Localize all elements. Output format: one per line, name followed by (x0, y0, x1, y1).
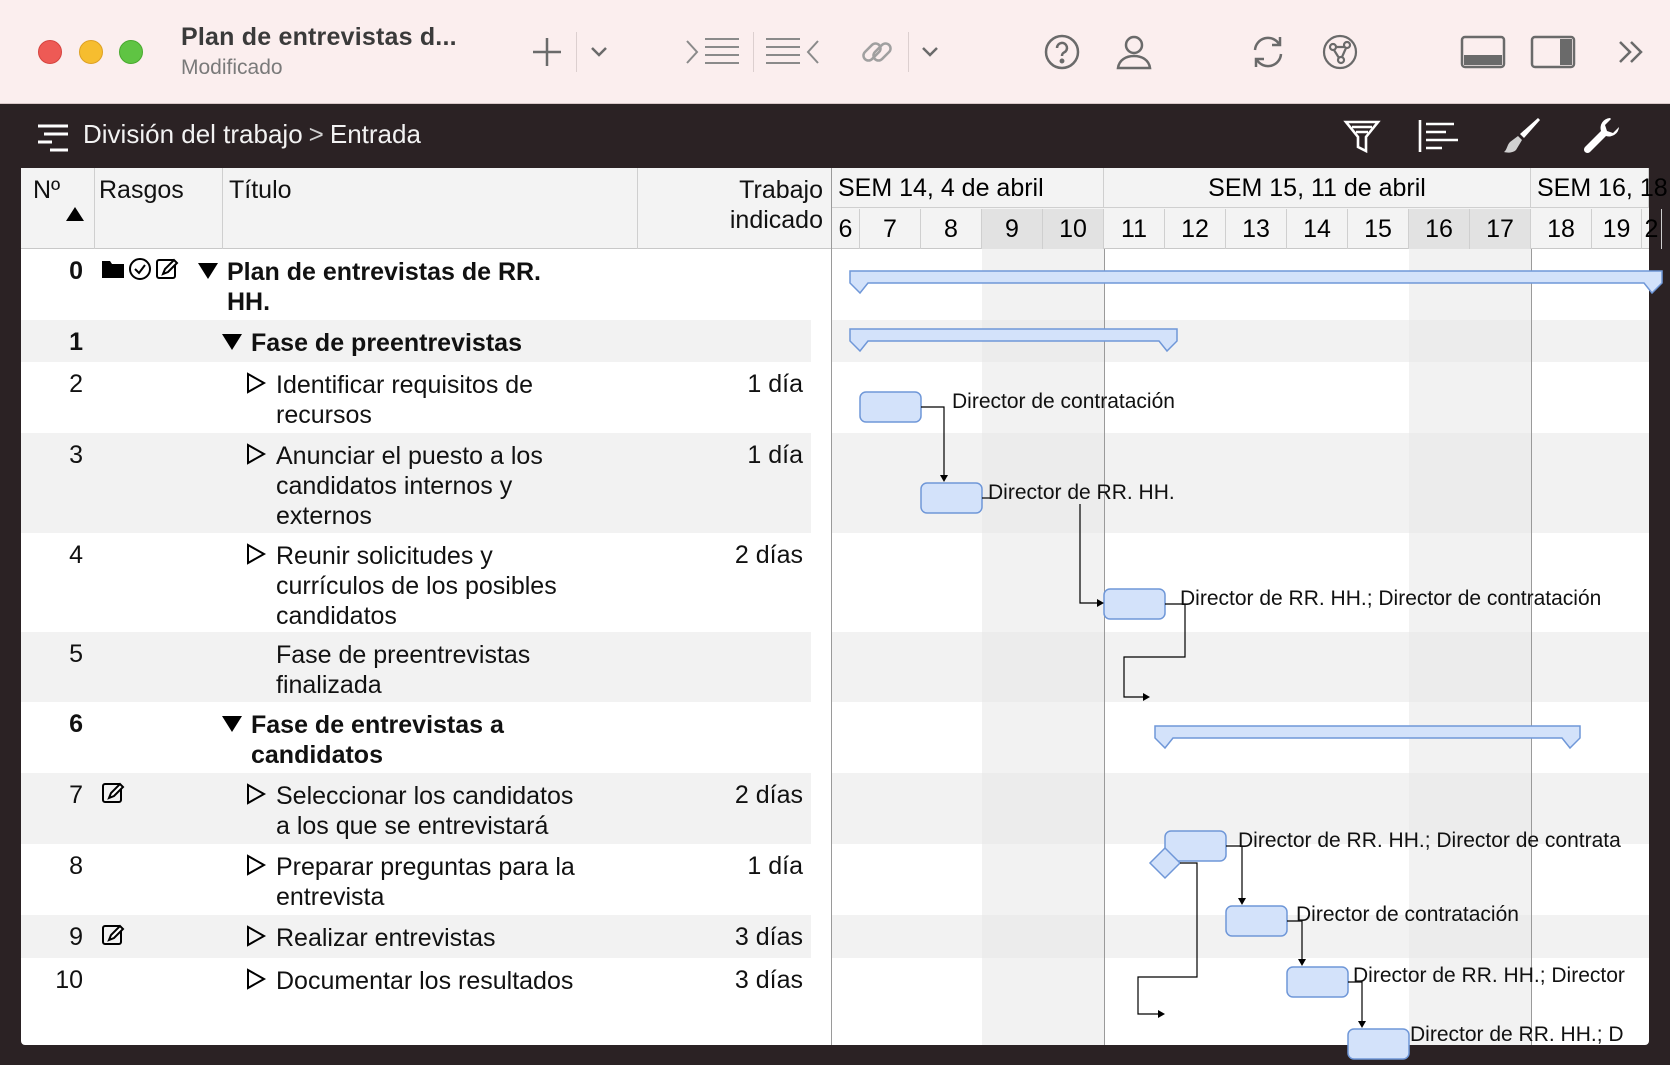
row-title-line: Fase de preentrevistas (276, 641, 531, 669)
note-edit-icon[interactable] (101, 781, 125, 812)
outdent-icon[interactable] (762, 28, 822, 76)
table-row[interactable] (21, 533, 811, 632)
row-title-line: candidatos (276, 602, 397, 630)
table-row[interactable] (21, 632, 811, 702)
gantt-dependency-arrow (1238, 898, 1246, 905)
table-row[interactable] (21, 773, 811, 844)
table-row[interactable] (21, 915, 811, 958)
gantt-day-label: 16 (1409, 209, 1470, 249)
table-row[interactable] (21, 249, 811, 320)
column-header (21, 168, 1668, 249)
gantt-dependency-arrow (1158, 1010, 1165, 1018)
row-title[interactable] (276, 370, 533, 430)
maximize-window-button[interactable] (119, 40, 143, 64)
table-row[interactable] (21, 958, 811, 1018)
disclosure-collapsed-icon[interactable] (246, 372, 266, 401)
minimize-window-button[interactable] (79, 40, 103, 64)
gantt-resource-label: Director de RR. HH.; Director de contrata (1238, 829, 1621, 852)
outline-header-bar (0, 104, 1670, 168)
row-title[interactable] (276, 852, 575, 912)
gantt-task-bar (1348, 1029, 1409, 1059)
row-title-line: Documentar los resultados (276, 967, 574, 995)
gantt-dependency-arrow (1298, 959, 1306, 966)
gantt-day-label: 13 (1226, 209, 1287, 249)
breadcrumb (83, 119, 421, 150)
table-row[interactable] (21, 320, 811, 362)
gantt-day-label: 18 (1531, 209, 1592, 249)
column-header-work-line2: indicado (729, 206, 823, 234)
chevron-down-icon[interactable] (916, 28, 944, 76)
toolbar-separator (908, 32, 909, 72)
gantt-day-label: 11 (1104, 209, 1165, 249)
column-header-number-label: Nº (33, 176, 61, 204)
side-panel-icon[interactable] (1528, 28, 1578, 76)
table-row[interactable] (21, 362, 811, 433)
close-window-button[interactable] (38, 40, 62, 64)
gantt-dependency-line (1226, 846, 1242, 899)
refresh-icon[interactable] (1246, 28, 1290, 76)
gantt-day-label: 17 (1470, 209, 1531, 249)
gantt-day-label: 15 (1348, 209, 1409, 249)
gantt-task-bar (1104, 589, 1165, 619)
gantt-week-label: SEM 16, 18 (1531, 168, 1649, 208)
sort-ascending-icon (65, 200, 85, 229)
row-title-line: recursos (276, 401, 372, 429)
row-number: 9 (69, 923, 83, 951)
row-title-line: Plan de entrevistas de RR. (227, 258, 542, 286)
table-row[interactable] (21, 433, 811, 533)
row-work[interactable]: 3 días (734, 923, 803, 951)
gantt-task-bar (921, 483, 982, 513)
disclosure-collapsed-icon[interactable] (246, 543, 266, 572)
row-title[interactable] (276, 781, 573, 841)
row-title[interactable] (227, 257, 541, 317)
gantt-task-bar (1287, 967, 1348, 997)
disclosure-collapsed-icon[interactable] (246, 783, 266, 812)
indent-icon[interactable] (683, 28, 743, 76)
row-traits (101, 923, 125, 954)
gantt-task-bar (860, 392, 921, 422)
column-header-traits[interactable] (95, 168, 223, 249)
gantt-day-label: 19 (1592, 209, 1642, 249)
column-header-title-label: Título (229, 176, 292, 204)
gantt-day-label: 12 (1165, 209, 1226, 249)
paint-brush-icon[interactable] (1498, 116, 1546, 156)
gantt-resource-label: Director de contratación (1296, 903, 1519, 926)
disclosure-collapsed-icon[interactable] (246, 925, 266, 954)
row-number: 6 (69, 710, 83, 738)
row-title-line: Fase de preentrevistas (251, 329, 522, 357)
outline-icon (36, 122, 70, 157)
row-number: 10 (55, 966, 83, 994)
row-title-line: Anunciar el puesto a los (276, 442, 543, 470)
row-number: 1 (69, 328, 83, 356)
row-title[interactable] (251, 328, 522, 358)
chevron-down-icon[interactable] (585, 28, 613, 76)
row-work[interactable]: 2 días (734, 541, 803, 569)
column-header-number[interactable] (21, 168, 95, 249)
row-title-line: Seleccionar los candidatos (276, 782, 574, 810)
folder-icon[interactable] (101, 257, 125, 288)
row-title-line: HH. (227, 288, 271, 316)
wrench-icon[interactable] (1578, 116, 1626, 156)
disclosure-collapsed-icon[interactable] (246, 854, 266, 883)
row-title[interactable] (276, 923, 496, 953)
row-title[interactable] (251, 710, 504, 770)
row-work[interactable]: 2 días (734, 781, 803, 809)
gantt-day-label: 6 (832, 209, 860, 249)
gantt-day-label: 7 (860, 209, 921, 249)
gantt-dependency-arrow (1358, 1021, 1366, 1028)
toolbar-separator (753, 32, 754, 72)
row-work[interactable]: 1 día (747, 441, 803, 469)
gantt-summary-bar-project (850, 271, 1662, 293)
gantt-task-bar (1226, 906, 1287, 936)
table-row[interactable] (21, 702, 811, 773)
row-title-line: Identificar requisitos de (276, 371, 534, 399)
outline-gantt-view (21, 168, 1668, 1046)
row-number: 5 (69, 640, 83, 668)
gantt-day-label: 9 (982, 209, 1043, 249)
gantt-day-label: 8 (921, 209, 982, 249)
row-title[interactable] (276, 441, 543, 531)
row-number: 3 (69, 441, 83, 469)
gantt-week-label: SEM 14, 4 de abril (832, 168, 1104, 208)
gantt-resource-label: Director de RR. HH. (988, 481, 1175, 504)
disclosure-expanded-icon[interactable] (221, 330, 243, 359)
column-header-title[interactable] (223, 168, 638, 249)
gantt-resource-label: Director de RR. HH.; Director (1353, 964, 1625, 987)
toolbar-separator (576, 32, 577, 72)
table-row[interactable] (21, 844, 811, 915)
column-header-traits-label: Rasgos (99, 176, 184, 204)
gantt-chart-area (832, 249, 1649, 1045)
column-header-work-line1: Trabajo (739, 176, 823, 204)
document-status: Modificado (181, 56, 283, 79)
link-icon[interactable] (855, 28, 899, 76)
clock-check-icon[interactable] (128, 257, 152, 288)
add-icon[interactable] (525, 28, 569, 76)
bottom-panel-icon[interactable] (1458, 28, 1508, 76)
breadcrumb-item-division[interactable]: División del trabajo (83, 119, 303, 149)
row-traits (101, 257, 179, 288)
user-icon[interactable] (1110, 28, 1158, 76)
row-title-line: entrevista (276, 883, 385, 911)
filter-icon[interactable] (1338, 116, 1386, 156)
gantt-resource-label: Director de contratación (952, 390, 1175, 413)
row-number: 0 (69, 257, 83, 285)
row-work[interactable]: 3 días (734, 966, 803, 994)
row-work[interactable]: 1 día (747, 852, 803, 880)
gantt-timescale (832, 168, 1668, 249)
note-edit-icon[interactable] (155, 257, 179, 288)
gantt-chart-svg (832, 249, 1649, 1045)
disclosure-expanded-icon[interactable] (221, 712, 243, 741)
row-title-line: candidatos internos y (276, 472, 513, 500)
note-edit-icon[interactable] (101, 923, 125, 954)
row-number: 8 (69, 852, 83, 880)
title-bar (0, 0, 1670, 104)
breadcrumb-item-entrada[interactable]: Entrada (329, 119, 421, 149)
row-title-line: finalizada (276, 671, 382, 699)
row-title-line: Fase de entrevistas a (251, 711, 504, 739)
disclosure-collapsed-icon[interactable] (246, 443, 266, 472)
gantt-dependency-line (1348, 982, 1362, 1022)
document-title[interactable]: Plan de entrevistas d... (181, 23, 457, 51)
row-traits (101, 781, 125, 812)
gantt-week-label: SEM 15, 11 de abril (1104, 168, 1531, 208)
column-header-work[interactable] (638, 168, 832, 249)
help-icon[interactable] (1040, 28, 1084, 76)
row-title[interactable] (276, 541, 557, 631)
row-title-line: Preparar preguntas para la (276, 853, 575, 881)
row-number: 7 (69, 781, 83, 809)
row-title-line: candidatos (251, 741, 383, 769)
row-number: 2 (69, 370, 83, 398)
row-work[interactable]: 1 día (747, 370, 803, 398)
row-title-line: Realizar entrevistas (276, 924, 496, 952)
row-title-line: Reunir solicitudes y (276, 542, 493, 570)
network-icon[interactable] (1318, 28, 1362, 76)
row-title-line: currículos de los posibles (276, 572, 557, 600)
more-icon[interactable] (1614, 28, 1648, 76)
row-title[interactable] (276, 966, 573, 996)
gantt-day-label: 10 (1043, 209, 1104, 249)
row-title-line: externos (276, 502, 372, 530)
row-title-line: a los que se entrevistará (276, 812, 549, 840)
disclosure-expanded-icon[interactable] (197, 259, 219, 288)
gantt-resource-label: Director de RR. HH.; Director de contratación (1180, 587, 1602, 610)
gantt-layout-icon[interactable] (1416, 116, 1464, 156)
gantt-weekend-column (982, 249, 1104, 1045)
row-title[interactable] (276, 640, 530, 700)
disclosure-collapsed-icon[interactable] (246, 968, 266, 997)
breadcrumb-separator: > (308, 119, 324, 149)
gantt-day-label: 14 (1287, 209, 1348, 249)
gantt-day-label: 2 (1642, 209, 1662, 249)
row-number: 4 (69, 541, 83, 569)
gantt-resource-label: Director de RR. HH.; D (1410, 1023, 1624, 1046)
